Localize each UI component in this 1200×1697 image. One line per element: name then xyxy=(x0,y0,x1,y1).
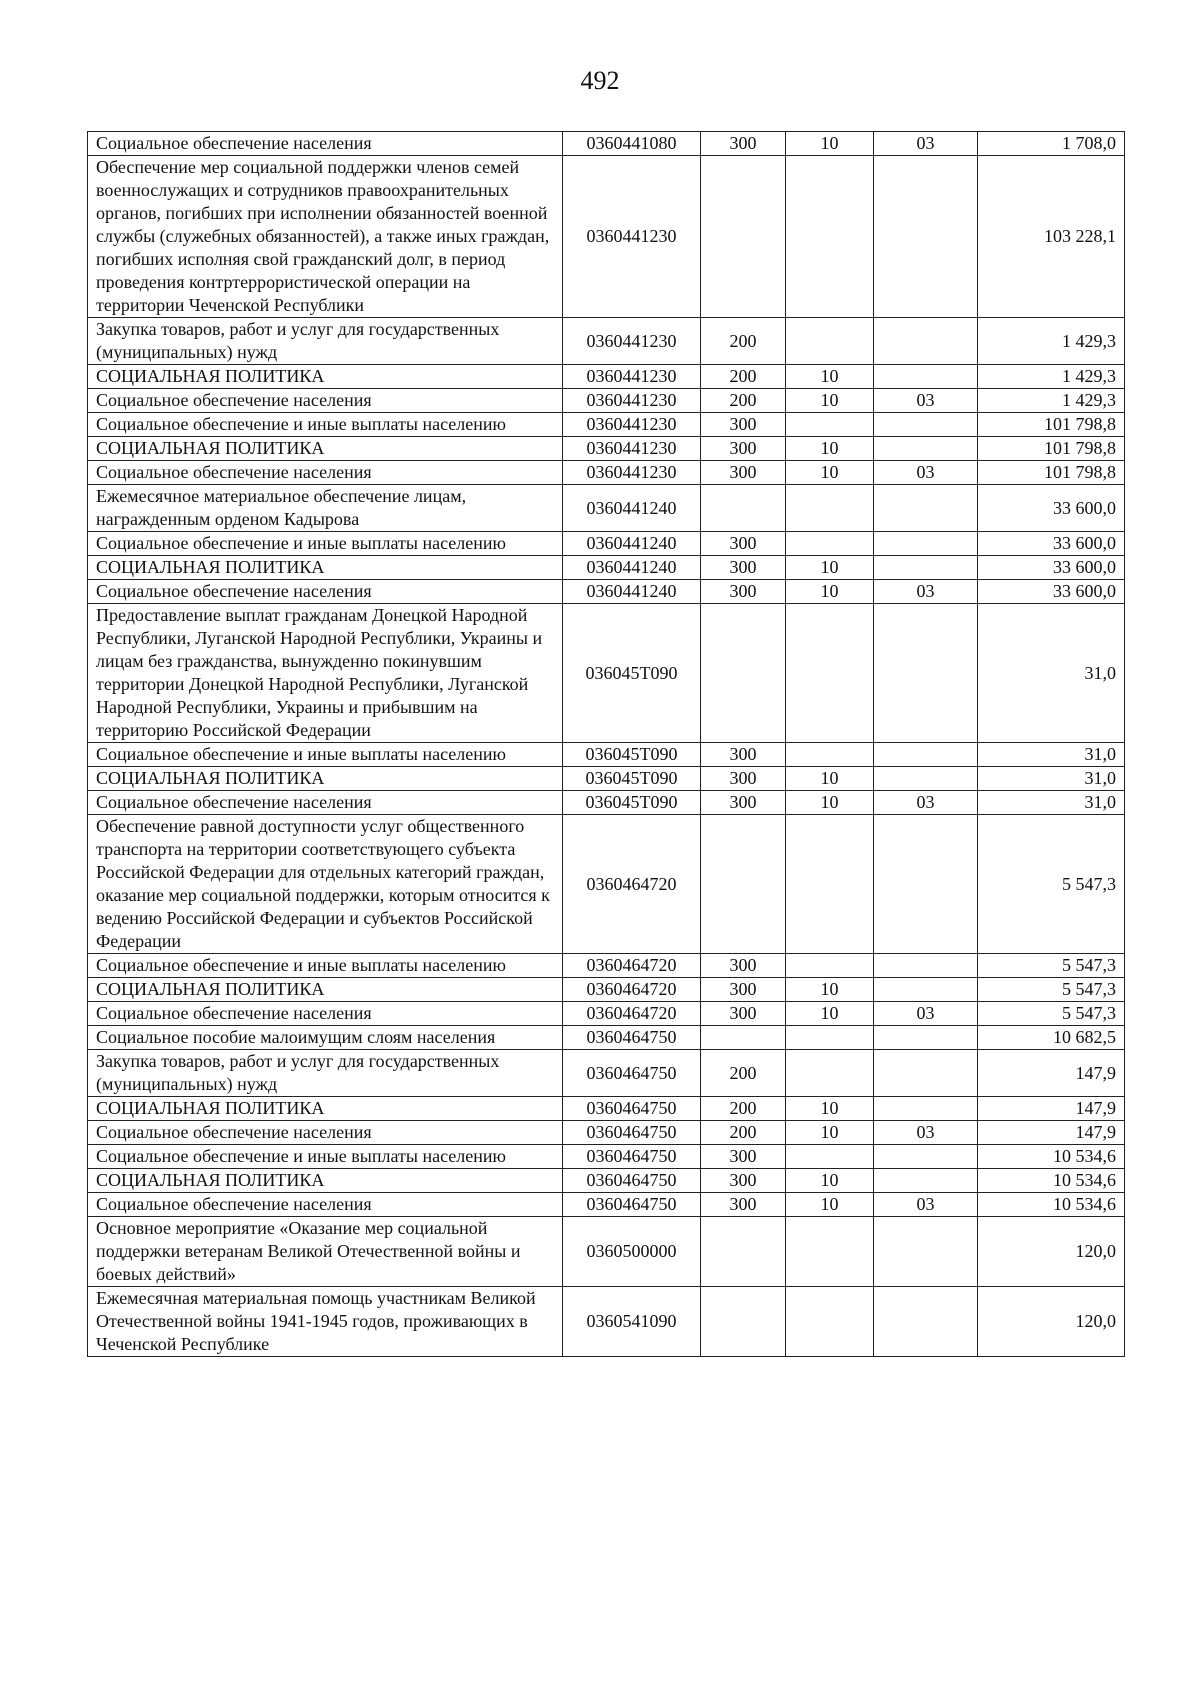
row-sum: 103 228,1 xyxy=(978,156,1125,318)
row-csr: 0360464720 xyxy=(563,978,701,1002)
row-pr xyxy=(874,1145,978,1169)
row-rz: 10 xyxy=(786,580,874,604)
row-vr: 300 xyxy=(701,743,786,767)
row-name: СОЦИАЛЬНАЯ ПОЛИТИКА xyxy=(88,437,563,461)
row-csr: 0360464720 xyxy=(563,1002,701,1026)
row-rz: 10 xyxy=(786,389,874,413)
row-name: Социальное обеспечение и иные выплаты населению xyxy=(88,954,563,978)
row-name: Основное мероприятие «Оказание мер социальной поддержки ветеранам Великой Отечественной войны и боевых действий» xyxy=(88,1217,563,1287)
row-sum: 10 534,6 xyxy=(978,1193,1125,1217)
row-name: Социальное обеспечение населения xyxy=(88,580,563,604)
row-pr: 03 xyxy=(874,1002,978,1026)
row-vr xyxy=(701,815,786,954)
row-pr xyxy=(874,1050,978,1097)
row-pr xyxy=(874,556,978,580)
row-vr: 300 xyxy=(701,791,786,815)
row-name: Социальное обеспечение и иные выплаты населению xyxy=(88,1145,563,1169)
budget-table xyxy=(87,131,1125,1357)
row-csr: 0360464720 xyxy=(563,954,701,978)
row-csr: 0360441240 xyxy=(563,556,701,580)
row-name: Социальное обеспечение населения xyxy=(88,132,563,156)
row-csr: 0360464750 xyxy=(563,1026,701,1050)
row-rz: 10 xyxy=(786,461,874,485)
row-rz xyxy=(786,743,874,767)
row-rz xyxy=(786,318,874,365)
row-sum: 33 600,0 xyxy=(978,580,1125,604)
row-csr: 036045Т090 xyxy=(563,791,701,815)
row-csr: 0360441240 xyxy=(563,485,701,532)
row-rz: 10 xyxy=(786,365,874,389)
row-rz: 10 xyxy=(786,556,874,580)
row-csr: 0360464750 xyxy=(563,1193,701,1217)
row-sum: 101 798,8 xyxy=(978,437,1125,461)
row-sum: 101 798,8 xyxy=(978,461,1125,485)
row-rz: 10 xyxy=(786,437,874,461)
row-vr: 200 xyxy=(701,1097,786,1121)
row-name: Социальное обеспечение населения xyxy=(88,461,563,485)
row-csr: 036045Т090 xyxy=(563,743,701,767)
row-rz xyxy=(786,485,874,532)
row-rz xyxy=(786,1287,874,1357)
row-pr: 03 xyxy=(874,1121,978,1145)
row-pr xyxy=(874,1217,978,1287)
row-sum: 10 682,5 xyxy=(978,1026,1125,1050)
row-rz: 10 xyxy=(786,1097,874,1121)
row-vr: 300 xyxy=(701,437,786,461)
row-sum: 33 600,0 xyxy=(978,556,1125,580)
row-pr xyxy=(874,604,978,743)
row-csr: 0360441080 xyxy=(563,132,701,156)
row-vr: 300 xyxy=(701,461,786,485)
row-vr: 300 xyxy=(701,132,786,156)
row-name: Социальное обеспечение населения xyxy=(88,1193,563,1217)
row-csr: 0360500000 xyxy=(563,1217,701,1287)
row-vr: 200 xyxy=(701,1050,786,1097)
row-name: Обеспечение мер социальной поддержки членов семей военнослужащих и сотрудников правоохранительных органов, погибших при исполнении обязанностей военной службы (служебных обязанностей), а также иных граждан, погибших исполняя свой гражданский долг, в период проведения контртеррористической операции на территории Чеченской Республики xyxy=(88,156,563,318)
row-csr: 0360441230 xyxy=(563,389,701,413)
row-rz xyxy=(786,156,874,318)
row-csr: 0360464750 xyxy=(563,1097,701,1121)
row-csr: 0360464750 xyxy=(563,1050,701,1097)
row-name: СОЦИАЛЬНАЯ ПОЛИТИКА xyxy=(88,556,563,580)
row-name: Социальное обеспечение населения xyxy=(88,389,563,413)
row-csr: 036045Т090 xyxy=(563,767,701,791)
row-name: Закупка товаров, работ и услуг для государственных (муниципальных) нужд xyxy=(88,318,563,365)
row-sum: 5 547,3 xyxy=(978,978,1125,1002)
row-sum: 1 429,3 xyxy=(978,365,1125,389)
row-pr: 03 xyxy=(874,1193,978,1217)
row-vr xyxy=(701,1217,786,1287)
row-pr: 03 xyxy=(874,791,978,815)
row-vr xyxy=(701,1026,786,1050)
row-vr xyxy=(701,604,786,743)
row-name: Социальное обеспечение и иные выплаты населению xyxy=(88,743,563,767)
row-rz: 10 xyxy=(786,767,874,791)
row-pr xyxy=(874,437,978,461)
row-name: СОЦИАЛЬНАЯ ПОЛИТИКА xyxy=(88,1169,563,1193)
row-csr: 0360441230 xyxy=(563,437,701,461)
row-rz xyxy=(786,954,874,978)
row-pr xyxy=(874,532,978,556)
row-pr xyxy=(874,815,978,954)
row-csr: 0360441230 xyxy=(563,413,701,437)
budget-table-body xyxy=(88,132,1125,1357)
row-sum: 31,0 xyxy=(978,791,1125,815)
row-vr: 300 xyxy=(701,413,786,437)
row-sum: 33 600,0 xyxy=(978,485,1125,532)
row-csr: 0360441230 xyxy=(563,461,701,485)
row-sum: 31,0 xyxy=(978,604,1125,743)
row-name: Социальное обеспечение и иные выплаты населению xyxy=(88,413,563,437)
row-name: Закупка товаров, работ и услуг для государственных (муниципальных) нужд xyxy=(88,1050,563,1097)
row-pr: 03 xyxy=(874,461,978,485)
row-sum: 101 798,8 xyxy=(978,413,1125,437)
row-name: Социальное обеспечение населения xyxy=(88,1002,563,1026)
row-pr xyxy=(874,1287,978,1357)
row-pr xyxy=(874,1169,978,1193)
row-vr: 300 xyxy=(701,1169,786,1193)
row-sum: 5 547,3 xyxy=(978,954,1125,978)
row-name: Ежемесячное материальное обеспечение лицам, награжденным орденом Кадырова xyxy=(88,485,563,532)
row-vr: 300 xyxy=(701,1193,786,1217)
row-pr xyxy=(874,318,978,365)
row-sum: 147,9 xyxy=(978,1050,1125,1097)
row-name: СОЦИАЛЬНАЯ ПОЛИТИКА xyxy=(88,978,563,1002)
row-csr: 0360464750 xyxy=(563,1121,701,1145)
row-vr xyxy=(701,485,786,532)
row-name: СОЦИАЛЬНАЯ ПОЛИТИКА xyxy=(88,767,563,791)
row-vr xyxy=(701,156,786,318)
row-sum: 10 534,6 xyxy=(978,1145,1125,1169)
row-rz: 10 xyxy=(786,132,874,156)
row-sum: 31,0 xyxy=(978,767,1125,791)
row-sum: 10 534,6 xyxy=(978,1169,1125,1193)
row-sum: 5 547,3 xyxy=(978,815,1125,954)
row-vr xyxy=(701,1287,786,1357)
row-csr: 036045Т090 xyxy=(563,604,701,743)
row-sum: 1 429,3 xyxy=(978,389,1125,413)
row-vr: 200 xyxy=(701,389,786,413)
row-vr: 300 xyxy=(701,580,786,604)
row-pr: 03 xyxy=(874,389,978,413)
row-pr xyxy=(874,1097,978,1121)
row-name: СОЦИАЛЬНАЯ ПОЛИТИКА xyxy=(88,1097,563,1121)
row-sum: 5 547,3 xyxy=(978,1002,1125,1026)
row-pr: 03 xyxy=(874,132,978,156)
row-pr xyxy=(874,156,978,318)
row-rz xyxy=(786,815,874,954)
row-name: Социальное пособие малоимущим слоям населения xyxy=(88,1026,563,1050)
row-pr xyxy=(874,954,978,978)
row-csr: 0360464720 xyxy=(563,815,701,954)
row-pr xyxy=(874,767,978,791)
row-rz: 10 xyxy=(786,1169,874,1193)
row-name: Социальное обеспечение и иные выплаты населению xyxy=(88,532,563,556)
row-name: Социальное обеспечение населения xyxy=(88,1121,563,1145)
row-pr xyxy=(874,1026,978,1050)
row-pr xyxy=(874,743,978,767)
row-pr xyxy=(874,365,978,389)
row-sum: 120,0 xyxy=(978,1217,1125,1287)
row-csr: 0360441240 xyxy=(563,580,701,604)
row-csr: 0360441230 xyxy=(563,365,701,389)
row-name: Обеспечение равной доступности услуг общественного транспорта на территории соответствующего субъекта Российской Федерации для отдельных категорий граждан, оказание мер социальной поддержки, которым относится к ведению Российской Федерации и субъектов Российской Федерации xyxy=(88,815,563,954)
row-vr: 300 xyxy=(701,532,786,556)
row-sum: 1 708,0 xyxy=(978,132,1125,156)
row-csr: 0360441230 xyxy=(563,156,701,318)
row-rz: 10 xyxy=(786,1002,874,1026)
row-vr: 200 xyxy=(701,365,786,389)
row-rz: 10 xyxy=(786,1193,874,1217)
row-csr: 0360464750 xyxy=(563,1145,701,1169)
row-sum: 120,0 xyxy=(978,1287,1125,1357)
row-rz xyxy=(786,1026,874,1050)
row-sum: 1 429,3 xyxy=(978,318,1125,365)
row-vr: 300 xyxy=(701,556,786,580)
row-vr: 300 xyxy=(701,1145,786,1169)
row-csr: 0360441240 xyxy=(563,532,701,556)
row-vr: 200 xyxy=(701,318,786,365)
row-rz: 10 xyxy=(786,1121,874,1145)
row-sum: 147,9 xyxy=(978,1121,1125,1145)
row-vr: 300 xyxy=(701,1002,786,1026)
row-pr xyxy=(874,978,978,1002)
row-rz xyxy=(786,1050,874,1097)
row-sum: 147,9 xyxy=(978,1097,1125,1121)
row-name: Социальное обеспечение населения xyxy=(88,791,563,815)
row-vr: 300 xyxy=(701,954,786,978)
row-pr xyxy=(874,413,978,437)
row-vr: 300 xyxy=(701,978,786,1002)
page-number: 492 xyxy=(580,66,620,95)
row-rz xyxy=(786,1145,874,1169)
row-name: СОЦИАЛЬНАЯ ПОЛИТИКА xyxy=(88,365,563,389)
row-vr: 200 xyxy=(701,1121,786,1145)
row-rz: 10 xyxy=(786,978,874,1002)
row-sum: 33 600,0 xyxy=(978,532,1125,556)
row-rz xyxy=(786,413,874,437)
row-pr: 03 xyxy=(874,580,978,604)
row-rz: 10 xyxy=(786,791,874,815)
row-csr: 0360464750 xyxy=(563,1169,701,1193)
row-sum: 31,0 xyxy=(978,743,1125,767)
row-csr: 0360441230 xyxy=(563,318,701,365)
row-rz xyxy=(786,604,874,743)
row-pr xyxy=(874,485,978,532)
row-name: Предоставление выплат гражданам Донецкой Народной Республики, Луганской Народной Республики, Украины и лицам без гражданства, вынужденно покинувшим территории Донецкой Народной Республики, Луганской Народной Республики, Украины и прибывшим на территорию Российской Федерации xyxy=(88,604,563,743)
row-vr: 300 xyxy=(701,767,786,791)
row-rz xyxy=(786,532,874,556)
row-rz xyxy=(786,1217,874,1287)
row-name: Ежемесячная материальная помощь участникам Великой Отечественной войны 1941-1945 годов, проживающих в Чеченской Республике xyxy=(88,1287,563,1357)
row-csr: 0360541090 xyxy=(563,1287,701,1357)
